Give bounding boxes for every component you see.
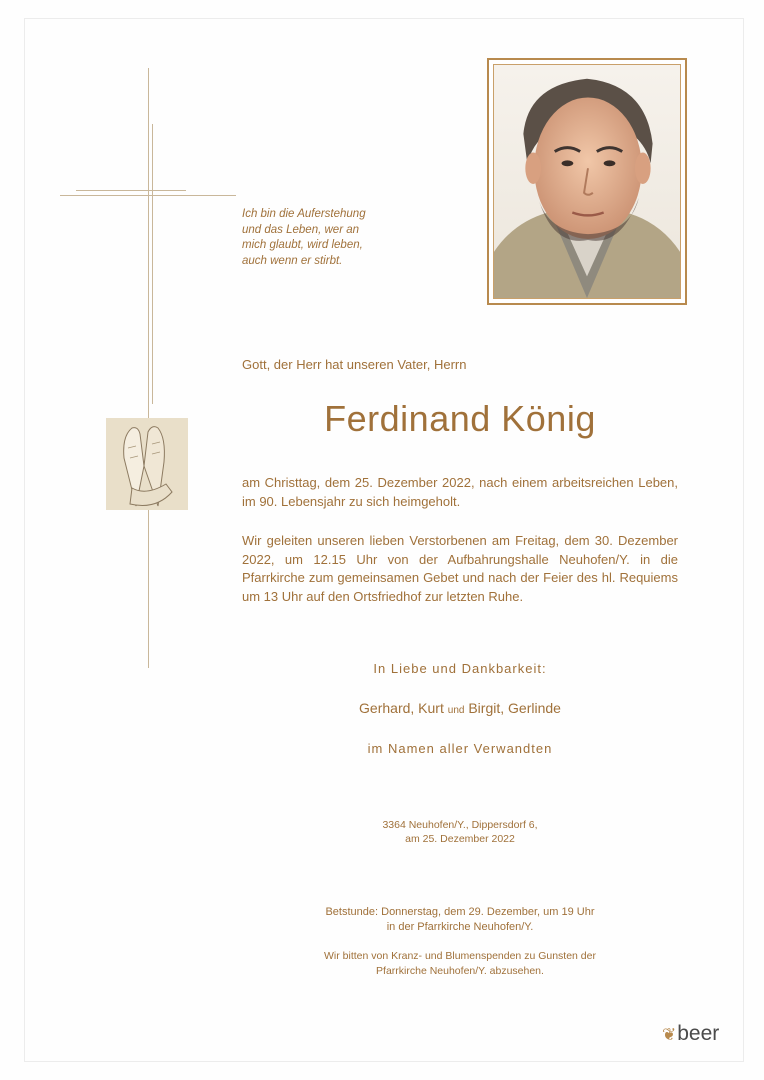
address-line: 3364 Neuhofen/Y., Dippersdorf 6, bbox=[382, 819, 538, 831]
portrait-photo bbox=[493, 64, 681, 299]
logo-text: beer bbox=[677, 1022, 720, 1045]
portrait-image bbox=[494, 65, 680, 298]
family-names-part2: Birgit, Gerlinde bbox=[468, 700, 561, 716]
praying-hands-icon bbox=[106, 418, 188, 510]
portrait-frame bbox=[487, 58, 687, 305]
cross-horizontal-line bbox=[76, 190, 186, 191]
intro-text: Gott, der Herr hat unseren Vater, Herrn bbox=[242, 357, 467, 372]
donation-note bbox=[242, 949, 678, 979]
prayer-hour-block bbox=[242, 905, 678, 935]
deceased-name: Ferdinand König bbox=[324, 398, 596, 439]
address-date: am 25. Dezember 2022 bbox=[405, 833, 515, 845]
beer-logo bbox=[662, 1022, 719, 1046]
cross-horizontal-line-lower bbox=[60, 195, 236, 196]
cross-vertical-line-inner bbox=[152, 124, 153, 404]
donation-line-2: Pfarrkirche Neuhofen/Y. abzusehen. bbox=[376, 965, 544, 977]
prayer-location-line: in der Pfarrkirche Neuhofen/Y. bbox=[386, 921, 534, 933]
relatives-line: im Namen aller Verwandten bbox=[367, 741, 553, 756]
family-names bbox=[242, 700, 678, 716]
family-names-and: und bbox=[447, 705, 465, 716]
cross-vertical-line bbox=[148, 68, 149, 668]
donation-line-1: Wir bitten von Kranz- und Blumenspenden zu Gunsten der bbox=[324, 950, 596, 962]
death-notice-paragraph: am Christtag, dem 25. Dezember 2022, nach einem arbeitsreichen Leben, im 90. Lebensjahr zu sich heimgeholt. bbox=[242, 475, 678, 509]
family-names-part1: Gerhard, Kurt bbox=[359, 700, 444, 716]
gratitude-line: In Liebe und Dankbarkeit: bbox=[373, 661, 547, 676]
bible-quote: Ich bin die Auferstehung und das Leben, wer an mich glaubt, wird leben, auch wenn er stirbt. bbox=[242, 208, 366, 267]
prayer-hour-line: Betstunde: Donnerstag, dem 29. Dezember, um 19 Uhr bbox=[325, 906, 595, 918]
funeral-details-paragraph: Wir geleiten unseren lieben Verstorbenen am Freitag, dem 30. Dezember 2022, um 12.15 Uhr von der Aufbahrungshalle Neuhofen/Y. in die Pfarrkirche zum gemeinsamen Gebet und nach der Feier des hl. Requiems um 13 Uhr auf den Ortsfriedhof zur letzten Ruhe. bbox=[242, 533, 678, 604]
address-block bbox=[242, 818, 678, 846]
leaf-icon: ❦ bbox=[662, 1025, 677, 1044]
